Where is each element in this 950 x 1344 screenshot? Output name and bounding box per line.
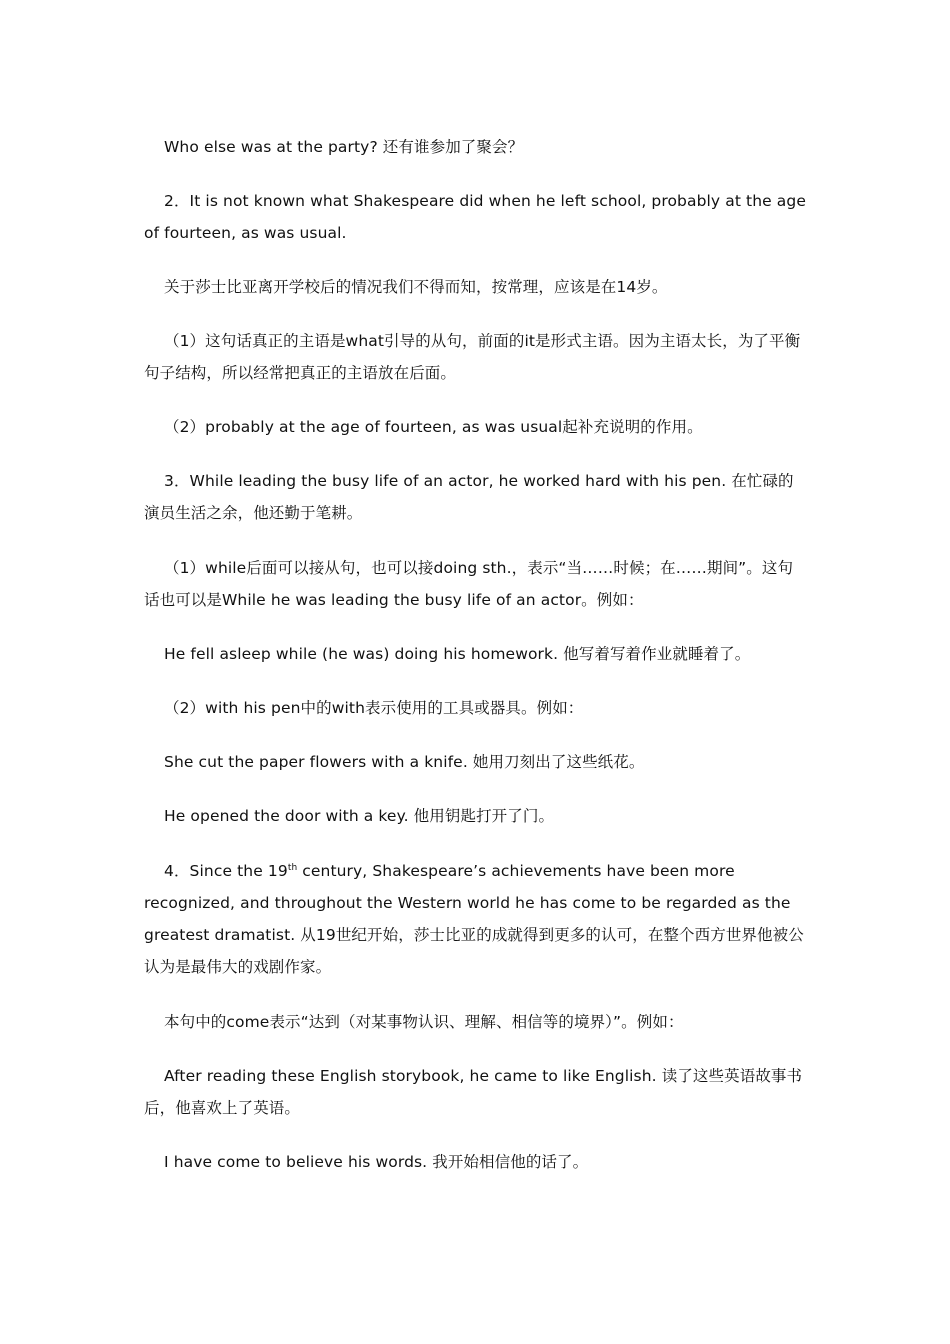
paragraph-point-2: 2．It is not known what Shakespeare did when he left school, probably at the age of fourteen, as was usual.: [144, 192, 806, 242]
paragraph-point-2-note-2: （2）probably at the age of fourteen, as was usual起补充说明的作用。: [164, 418, 703, 436]
paragraph-who-else: Who else was at the party? 还有谁参加了聚会？: [164, 138, 524, 156]
paragraph-come-note: 本句中的come表示“达到（对某事物认识、理解、相信等的境界）”。例如：: [164, 1013, 684, 1031]
paragraph-point-2-note-1: （1）这句话真正的主语是what引导的从句，前面的it是形式主语。因为主语太长，为了平衡句子结构，所以经常把真正的主语放在后面。: [144, 332, 801, 382]
paragraph-point-3-note-2: （2）with his pen中的with表示使用的工具或器具。例如：: [164, 699, 584, 717]
point-4-text-rest: century, Shakespeare’s achievements have been more recognized, and throughout the Western world he has come to be regarded as the greatest dramatist. 从19世纪开始，莎士比亚的成就得到更多的认可，在整个西方世界他被公认为是最伟大的戏剧作家。: [144, 862, 804, 976]
paragraph-example-storybook: After reading these English storybook, he came to like English. 读了这些英语故事书后，他喜欢上了英语。: [144, 1067, 803, 1117]
paragraph-point-2-translation: 关于莎士比亚离开学校后的情况我们不得而知，按常理，应该是在14岁。: [164, 278, 668, 296]
paragraph-point-4: [144, 855, 806, 983]
paragraph-example-fell-asleep: He fell asleep while (he was) doing his homework. 他写着写着作业就睡着了。: [164, 645, 751, 663]
paragraph-point-3-note-1: （1）while后面可以接从句，也可以接doing sth.，表示“当……时候；在……期间”。这句话也可以是While he was leading the busy life of an actor。例如：: [144, 559, 794, 609]
paragraph-example-believe: I have come to believe his words. 我开始相信他的话了。: [164, 1153, 589, 1171]
paragraph-example-key: He opened the door with a key. 他用钥匙打开了门。: [164, 807, 555, 825]
paragraph-example-knife: She cut the paper flowers with a knife. 她用刀刻出了这些纸花。: [164, 753, 645, 771]
point-4-superscript: th: [287, 862, 298, 873]
point-4-text-start: 4．Since the 19: [164, 862, 288, 880]
paragraph-point-3: 3．While leading the busy life of an actor, he worked hard with his pen. 在忙碌的演员生活之余，他还勤于笔耕。: [144, 472, 794, 522]
